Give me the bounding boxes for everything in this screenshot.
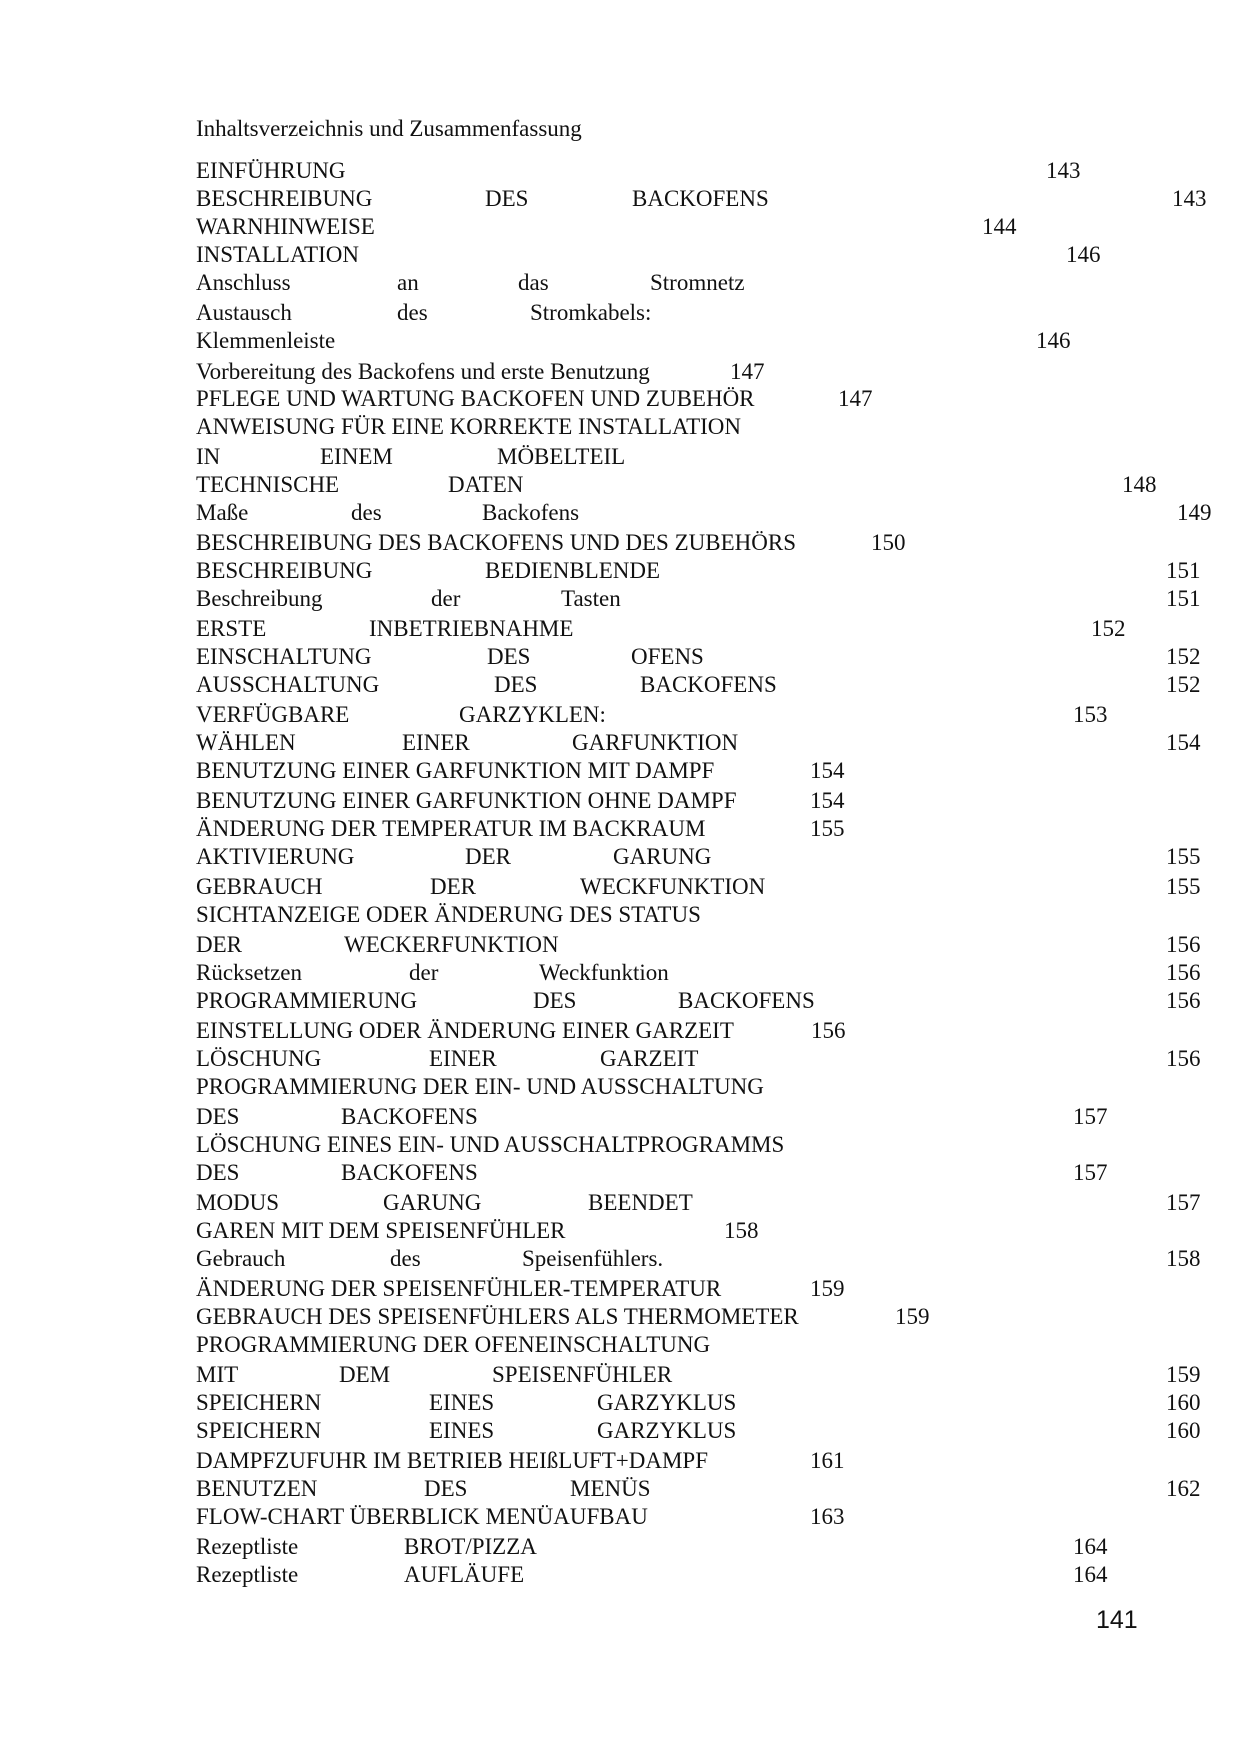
toc-entry-page: 155 [810, 816, 845, 841]
toc-entry [0, 756, 1241, 785]
toc-entry-text: GAREN MIT DEM SPEISENFÜHLER [196, 1218, 566, 1243]
toc-entry-text: Gebrauch [196, 1246, 286, 1271]
toc-entry-text: GARFUNKTION [572, 730, 739, 755]
toc-heading: Inhaltsverzeichnis und Zusammenfassung [196, 116, 582, 141]
toc-entry [0, 298, 1241, 327]
toc-entry-text: DES [196, 1160, 240, 1185]
toc-entry [0, 1360, 1241, 1389]
toc-entry-text: Beschreibung [196, 586, 323, 611]
toc-entry-page: 159 [810, 1276, 845, 1301]
toc-entry-text: MIT [196, 1362, 239, 1387]
toc-entry [0, 614, 1241, 643]
toc-entry-text: MÖBELTEIL [497, 444, 626, 469]
toc-entry-text: WECKERFUNKTION [344, 932, 559, 957]
toc-entry-page: 164 [1073, 1534, 1108, 1559]
toc-entry-page: 160 [1166, 1390, 1201, 1415]
toc-entry [0, 184, 1241, 213]
toc-entry [0, 556, 1241, 585]
toc-entry [0, 786, 1241, 815]
toc-entry-text: MENÜS [570, 1476, 651, 1501]
toc-entry-page: 152 [1166, 644, 1201, 669]
toc-entry-text: EINER [402, 730, 470, 755]
toc-entry-text: DES [196, 1104, 240, 1129]
toc-entry-text: SPEICHERN [196, 1390, 322, 1415]
toc-entry-text: OFENS [631, 644, 704, 669]
toc-entry-page: 160 [1166, 1418, 1201, 1443]
toc-entry-page: 146 [1066, 242, 1101, 267]
toc-entry-text: ERSTE [196, 616, 267, 641]
toc-entry [0, 642, 1241, 671]
toc-entry-page: 159 [1166, 1362, 1201, 1387]
toc-entry-text: Austausch [196, 300, 292, 325]
toc-entry-page: 154 [1166, 730, 1201, 755]
toc-entry [0, 528, 1241, 557]
toc-entry-page: 147 [730, 359, 765, 384]
toc-entry-page: 159 [895, 1304, 930, 1329]
toc-entry [0, 1330, 1241, 1359]
toc-entry [0, 670, 1241, 699]
toc-entry-text: Tasten [561, 586, 621, 611]
toc-entry-text: das [518, 270, 549, 295]
toc-entry [0, 1416, 1241, 1445]
toc-entry [0, 1274, 1241, 1303]
toc-entry [0, 930, 1241, 959]
toc-entry-text: Rezeptliste [196, 1534, 299, 1559]
page-number: 141 [1096, 1606, 1138, 1634]
toc-entry-page: 158 [724, 1218, 759, 1243]
toc-entry-text: DER [465, 844, 511, 869]
toc-entry-page: 151 [1166, 558, 1201, 583]
toc-entry-text: DER [430, 874, 476, 899]
toc-entry-page: 149 [1177, 500, 1212, 525]
toc-entry [0, 1072, 1241, 1101]
toc-entry-text: der [409, 960, 439, 985]
toc-entry-page: 155 [1166, 844, 1201, 869]
toc-entry-text: GEBRAUCH [196, 874, 323, 899]
toc-entry-text: BENUTZEN [196, 1476, 318, 1501]
toc-entry-text: GARZYKLUS [597, 1390, 737, 1415]
toc-entry-text: PROGRAMMIERUNG [196, 988, 418, 1013]
toc-entry-text: an [397, 270, 419, 295]
toc-entry-text: des [397, 300, 428, 325]
toc-entry-text: WARNHINWEISE [196, 214, 375, 239]
toc-entry-text: SPEISENFÜHLER [492, 1362, 673, 1387]
toc-entry-text: BENUTZUNG EINER GARFUNKTION OHNE DAMPF [196, 788, 737, 813]
toc-entry-text: Stromnetz [650, 270, 745, 295]
toc-entry-text: Stromkabels: [530, 300, 652, 325]
toc-entry-text: PROGRAMMIERUNG DER OFENEINSCHALTUNG [196, 1332, 711, 1357]
toc-entry-text: DEM [339, 1362, 391, 1387]
toc-entry [0, 1446, 1241, 1475]
toc-entry-page: 158 [1166, 1246, 1201, 1271]
toc-entry [0, 412, 1241, 441]
toc-entry-text: PFLEGE UND WARTUNG BACKOFEN UND ZUBEHÖR [196, 386, 755, 411]
toc-entry-page: 156 [1166, 960, 1201, 985]
toc-entry-page: 154 [810, 788, 845, 813]
toc-entry-text: DES [494, 672, 538, 697]
toc-entry-text: TECHNISCHE [196, 472, 340, 497]
toc-entry-text: EINFÜHRUNG [196, 158, 346, 183]
toc-entry-page: 150 [871, 530, 906, 555]
toc-entry [0, 1216, 1241, 1245]
toc-entry-text: EINSTELLUNG ODER ÄNDERUNG EINER GARZEIT [196, 1018, 734, 1043]
toc-entry-text: GARUNG [613, 844, 712, 869]
toc-entry-text: BACKOFENS [341, 1104, 478, 1129]
toc-entry [0, 1474, 1241, 1503]
toc-entry-text: ÄNDERUNG DER SPEISENFÜHLER-TEMPERATUR [196, 1276, 722, 1301]
toc-entry [0, 212, 1241, 241]
toc-entry [0, 1016, 1241, 1045]
toc-entry-text: AUSSCHALTUNG [196, 672, 380, 697]
toc-entry-text: BEDIENBLENDE [485, 558, 661, 583]
toc-entry-text: GEBRAUCH DES SPEISENFÜHLERS ALS THERMOMETER [196, 1304, 799, 1329]
toc-entry-page: 154 [810, 758, 845, 783]
toc-entry-text: FLOW-CHART ÜBERBLICK MENÜAUFBAU [196, 1504, 648, 1529]
toc-entry-page: 164 [1073, 1562, 1108, 1587]
toc-entry-page: 148 [1122, 472, 1157, 497]
toc-entry-text: WECKFUNKTION [580, 874, 766, 899]
toc-entry-text: GARUNG [383, 1190, 482, 1215]
toc-entry [0, 1244, 1241, 1273]
toc-entry-text: GARZYKLEN: [459, 702, 606, 727]
toc-entry [0, 986, 1241, 1015]
toc-entry-page: 152 [1166, 672, 1201, 697]
toc-entry-text: BEENDET [588, 1190, 693, 1215]
toc-entry [0, 728, 1241, 757]
toc-entry-text: Rücksetzen [196, 960, 303, 985]
toc-entry-text: ANWEISUNG FÜR EINE KORREKTE INSTALLATION [196, 414, 741, 439]
toc-entry-text: BACKOFENS [341, 1160, 478, 1185]
toc-entry-page: 157 [1073, 1160, 1108, 1185]
toc-entry [0, 1532, 1241, 1561]
toc-entry-page: 157 [1073, 1104, 1108, 1129]
toc-entry [0, 1188, 1241, 1217]
toc-entry-page: 147 [838, 386, 873, 411]
toc-entry-text: DER [196, 932, 242, 957]
toc-entry [0, 1560, 1241, 1589]
toc-entry-text: Maße [196, 500, 249, 525]
toc-entry-text: DAMPFZUFUHR IM BETRIEB HEIßLUFT+DAMPF [196, 1448, 708, 1473]
toc-entry-text: EINER [429, 1046, 497, 1071]
toc-entry [0, 584, 1241, 613]
toc-entry-text: AKTIVIERUNG [196, 844, 355, 869]
toc-entry [0, 900, 1241, 929]
toc-entry-text: BESCHREIBUNG [196, 558, 373, 583]
toc-entry-text: DES [424, 1476, 468, 1501]
toc-entry-text: Vorbereitung des Backofens und erste Benutzung [196, 359, 650, 384]
toc-entry-page: 156 [1166, 1046, 1201, 1071]
toc-entry-text: des [390, 1246, 421, 1271]
toc-entry-text: BACKOFENS [632, 186, 769, 211]
toc-entry [0, 1044, 1241, 1073]
toc-entry [0, 1102, 1241, 1131]
toc-entry [0, 872, 1241, 901]
toc-entry-page: 144 [982, 214, 1017, 239]
toc-entry [0, 384, 1241, 413]
toc-entry [0, 156, 1241, 185]
toc-entry-text: VERFÜGBARE [196, 702, 350, 727]
toc-entry [0, 842, 1241, 871]
toc-entry-page: 153 [1073, 702, 1108, 727]
toc-entry-text: Rezeptliste [196, 1562, 299, 1587]
toc-entry-text: INSTALLATION [196, 242, 359, 267]
toc-entry [0, 1302, 1241, 1331]
toc-entry-text: EINES [429, 1390, 495, 1415]
toc-entry-text: EINEM [320, 444, 393, 469]
toc-entry-text: INBETRIEBNAHME [369, 616, 574, 641]
toc-entry [0, 814, 1241, 843]
toc-entry-page: 143 [1046, 158, 1081, 183]
toc-entry [0, 958, 1241, 987]
toc-entry-text: DATEN [448, 472, 524, 497]
toc-entry-page: 146 [1036, 328, 1071, 353]
toc-entry-text: GARZYKLUS [597, 1418, 737, 1443]
toc-entry-text: Speisenfühlers. [522, 1246, 664, 1271]
toc-entry [0, 498, 1241, 527]
toc-entry-page: 162 [1166, 1476, 1201, 1501]
toc-entry-text: DES [487, 644, 531, 669]
toc-entry [0, 357, 1241, 386]
toc-entry-text: GARZEIT [600, 1046, 699, 1071]
toc-entry-text: BACKOFENS [678, 988, 815, 1013]
toc-entry-page: 143 [1172, 186, 1207, 211]
toc-entry-text: WÄHLEN [196, 730, 296, 755]
toc-entry [0, 1388, 1241, 1417]
toc-entry [0, 268, 1241, 297]
toc-entry [0, 240, 1241, 269]
toc-entry-page: 163 [810, 1504, 845, 1529]
toc-entry-text: EINES [429, 1418, 495, 1443]
toc-entry-text: SICHTANZEIGE ODER ÄNDERUNG DES STATUS [196, 902, 701, 927]
toc-entry [0, 700, 1241, 729]
toc-entry-page: 152 [1091, 616, 1126, 641]
toc-entry-text: des [351, 500, 382, 525]
toc-entry-text: BROT/PIZZA [404, 1534, 537, 1559]
toc-entry [0, 442, 1241, 471]
toc-entry-page: 151 [1166, 586, 1201, 611]
toc-entry-page: 156 [811, 1018, 846, 1043]
toc-entry-text: Klemmenleiste [196, 328, 336, 353]
toc-entry-page: 161 [810, 1448, 845, 1473]
toc-entry [0, 326, 1241, 355]
toc-entry-text: ÄNDERUNG DER TEMPERATUR IM BACKRAUM [196, 816, 706, 841]
toc-entry-text: LÖSCHUNG [196, 1046, 322, 1071]
toc-entry [0, 1130, 1241, 1159]
toc-entry [0, 1158, 1241, 1187]
toc-entry-text: BESCHREIBUNG [196, 186, 373, 211]
toc-entry-text: der [431, 586, 461, 611]
toc-entry-text: PROGRAMMIERUNG DER EIN- UND AUSSCHALTUNG [196, 1074, 764, 1099]
toc-entry-page: 156 [1166, 932, 1201, 957]
toc-entry-text: BENUTZUNG EINER GARFUNKTION MIT DAMPF [196, 758, 715, 783]
toc-entry-text: Weckfunktion [539, 960, 669, 985]
toc-entry-text: BESCHREIBUNG DES BACKOFENS UND DES ZUBEHÖRS [196, 530, 796, 555]
toc-entry-text: Backofens [482, 500, 580, 525]
toc-entry [0, 1502, 1241, 1531]
toc-entry-text: AUFLÄUFE [404, 1562, 525, 1587]
toc-entry [0, 470, 1241, 499]
toc-entry-text: BACKOFENS [640, 672, 777, 697]
toc-entry-text: IN [196, 444, 221, 469]
toc-entry-page: 157 [1166, 1190, 1201, 1215]
toc-entry-text: LÖSCHUNG EINES EIN- UND AUSSCHALTPROGRAMMS [196, 1132, 785, 1157]
toc-entry-text: SPEICHERN [196, 1418, 322, 1443]
toc-entry-text: EINSCHALTUNG [196, 644, 372, 669]
toc-entry-text: MODUS [196, 1190, 280, 1215]
toc-entry-page: 155 [1166, 874, 1201, 899]
toc-entry-text: Anschluss [196, 270, 291, 295]
toc-entry-text: DES [533, 988, 577, 1013]
toc-entry-text: DES [485, 186, 529, 211]
toc-entry-page: 156 [1166, 988, 1201, 1013]
